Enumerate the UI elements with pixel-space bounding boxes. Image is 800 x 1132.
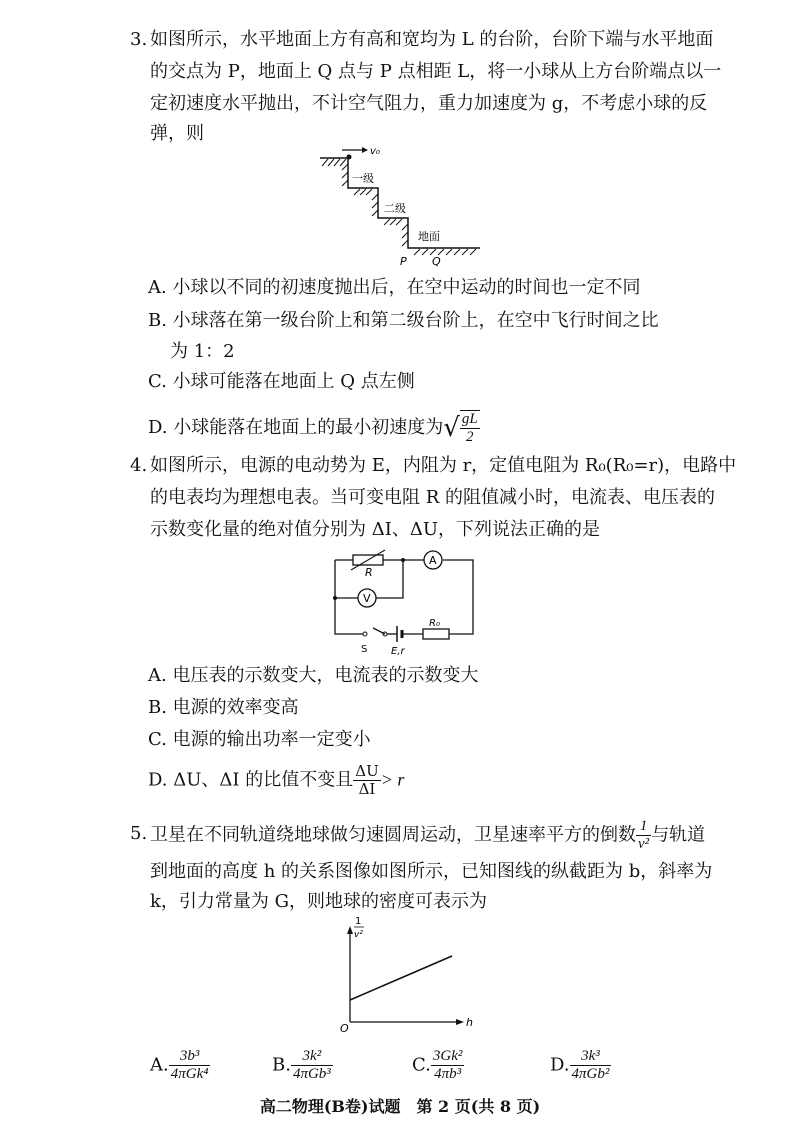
q4-stem-line-2: 的电表均为理想电表。当可变电阻 R 的阻值减小时，电流表、电压表的 <box>150 487 715 508</box>
sqrt-icon: √ <box>443 413 460 443</box>
q5-stem-1a: 卫星在不同轨道绕地球做匀速圆周运动，卫星速率平方的倒数 <box>150 824 636 846</box>
q5-stem-line-2: 到地面的高度 h 的关系图像如图所示，已知图线的纵截距为 b，斜率为 <box>150 861 713 882</box>
q5-graph-figure <box>330 912 490 1040</box>
q4-voltmeter-label: V <box>363 592 371 605</box>
q5-stem-fraction-num: 1 <box>636 818 651 836</box>
q5-number: 5. <box>130 823 148 844</box>
q5-option-d-den: 4πGb² <box>571 1066 610 1082</box>
q3-stem-line-3: 定初速度水平抛出，不计空气阻力，重力加速度为 g，不考虑小球的反 <box>150 93 708 114</box>
q5-option-d-num: 3k³ <box>570 1048 612 1066</box>
q4-circuit-figure <box>325 548 485 658</box>
q5-option-d-fraction <box>570 1048 612 1083</box>
q3-ground-label: 地面 <box>418 230 440 243</box>
q4-option-d-text: D. ΔU、ΔI 的比值不变且 <box>148 769 354 791</box>
q4-option-d-tail: > r <box>380 769 405 790</box>
q5-option-c <box>412 1048 464 1083</box>
q4-option-a: A. 电压表的示数变大，电流表的示数变大 <box>148 665 479 686</box>
q3-p-label: P <box>400 255 407 268</box>
q3-v0-label: v₀ <box>370 146 380 157</box>
q3-option-d-den: 2 <box>465 429 474 445</box>
q3-option-b-line1: B. 小球落在第一级台阶上和第二级台阶上，在空中飞行时间之比 <box>148 310 659 331</box>
q5-stem-fraction <box>636 818 651 853</box>
q5-option-a-label: A. <box>150 1054 169 1076</box>
q5-stem-fraction-den: v² <box>638 836 650 852</box>
q4-r0-label: R₀ <box>429 618 440 629</box>
q4-source-label: E,r <box>391 646 405 657</box>
q5-ylabel-den: v² <box>354 930 363 940</box>
q3-option-d <box>148 410 480 446</box>
q5-option-c-label: C. <box>412 1054 431 1076</box>
q4-stem-line-1: 如图所示，电源的电动势为 E，内阻为 r，定值电阻为 R₀(R₀=r)，电路中 <box>150 455 737 476</box>
q3-level2-label: 二级 <box>384 202 406 215</box>
q5-option-b-fraction <box>291 1048 333 1083</box>
q3-option-b-line2: 为 1：2 <box>170 341 235 362</box>
q4-option-b: B. 电源的效率变高 <box>148 697 299 718</box>
q3-stem-line-2: 的交点为 P，地面上 Q 点与 P 点相距 L，将一小球从上方台阶端点以一 <box>150 61 722 82</box>
q4-switch-label: S <box>361 644 368 655</box>
q3-option-d-num: gL <box>461 411 478 427</box>
q3-stem-line-1: 如图所示，水平地面上方有高和宽均为 L 的台阶，台阶下端与水平地面 <box>150 29 714 50</box>
q3-option-d-text: D. 小球能落在地面上的最小初速度为 <box>148 417 444 438</box>
q3-number: 3. <box>130 29 148 50</box>
q4-option-d-fraction <box>353 763 380 798</box>
q5-option-d-label: D. <box>550 1054 570 1076</box>
q4-option-d <box>148 763 404 798</box>
q5-option-b-num: 3k² <box>291 1048 333 1066</box>
q5-graph-line <box>350 956 452 1000</box>
q5-xlabel: h <box>466 1016 473 1029</box>
q5-option-a-fraction <box>169 1048 211 1083</box>
q5-option-d <box>550 1048 611 1083</box>
q5-option-c-fraction <box>431 1048 465 1083</box>
q4-number: 4. <box>130 455 148 476</box>
q4-option-c: C. 电源的输出功率一定变小 <box>148 729 371 750</box>
q4-option-d-num: ΔU <box>355 762 379 780</box>
q4-option-d-den: ΔI <box>358 780 376 798</box>
q5-option-c-num: 3Gk² <box>432 1048 463 1064</box>
q3-option-d-fraction <box>460 410 480 446</box>
q3-staircase-figure <box>310 140 500 270</box>
q4-resistor-r-label: R <box>365 566 373 579</box>
q3-q-label: Q <box>432 255 441 268</box>
q5-option-a-den: 4πGk⁴ <box>170 1066 209 1082</box>
q5-option-c-den: 4πb³ <box>434 1066 462 1082</box>
q4-ammeter-label: A <box>429 554 437 567</box>
q3-stem-line-4: 弹，则 <box>150 123 204 144</box>
q5-option-a-num: 3b³ <box>169 1048 211 1066</box>
q5-option-b <box>272 1048 333 1083</box>
page-footer: 高二物理(B卷)试题 第 2 页(共 8 页) <box>259 1097 541 1116</box>
q4-stem-line-3: 示数变化量的绝对值分别为 ΔI、ΔU，下列说法正确的是 <box>150 519 600 540</box>
q3-option-a: A. 小球以不同的初速度抛出后，在空中运动的时间也一定不同 <box>148 277 641 298</box>
q5-stem-line-1 <box>150 818 705 853</box>
q5-origin-label: O <box>340 1022 349 1035</box>
q5-option-a <box>150 1048 210 1083</box>
q5-stem-line-3: k，引力常量为 G，则地球的密度可表示为 <box>150 891 488 912</box>
q5-stem-1b: 与轨道 <box>651 824 706 846</box>
q3-level1-label: 一级 <box>352 172 374 185</box>
q5-option-b-den: 4πGb³ <box>292 1066 331 1082</box>
q5-ylabel-num: 1 <box>355 916 362 927</box>
q3-option-c: C. 小球可能落在地面上 Q 点左侧 <box>148 371 415 392</box>
q5-option-b-label: B. <box>272 1054 291 1076</box>
